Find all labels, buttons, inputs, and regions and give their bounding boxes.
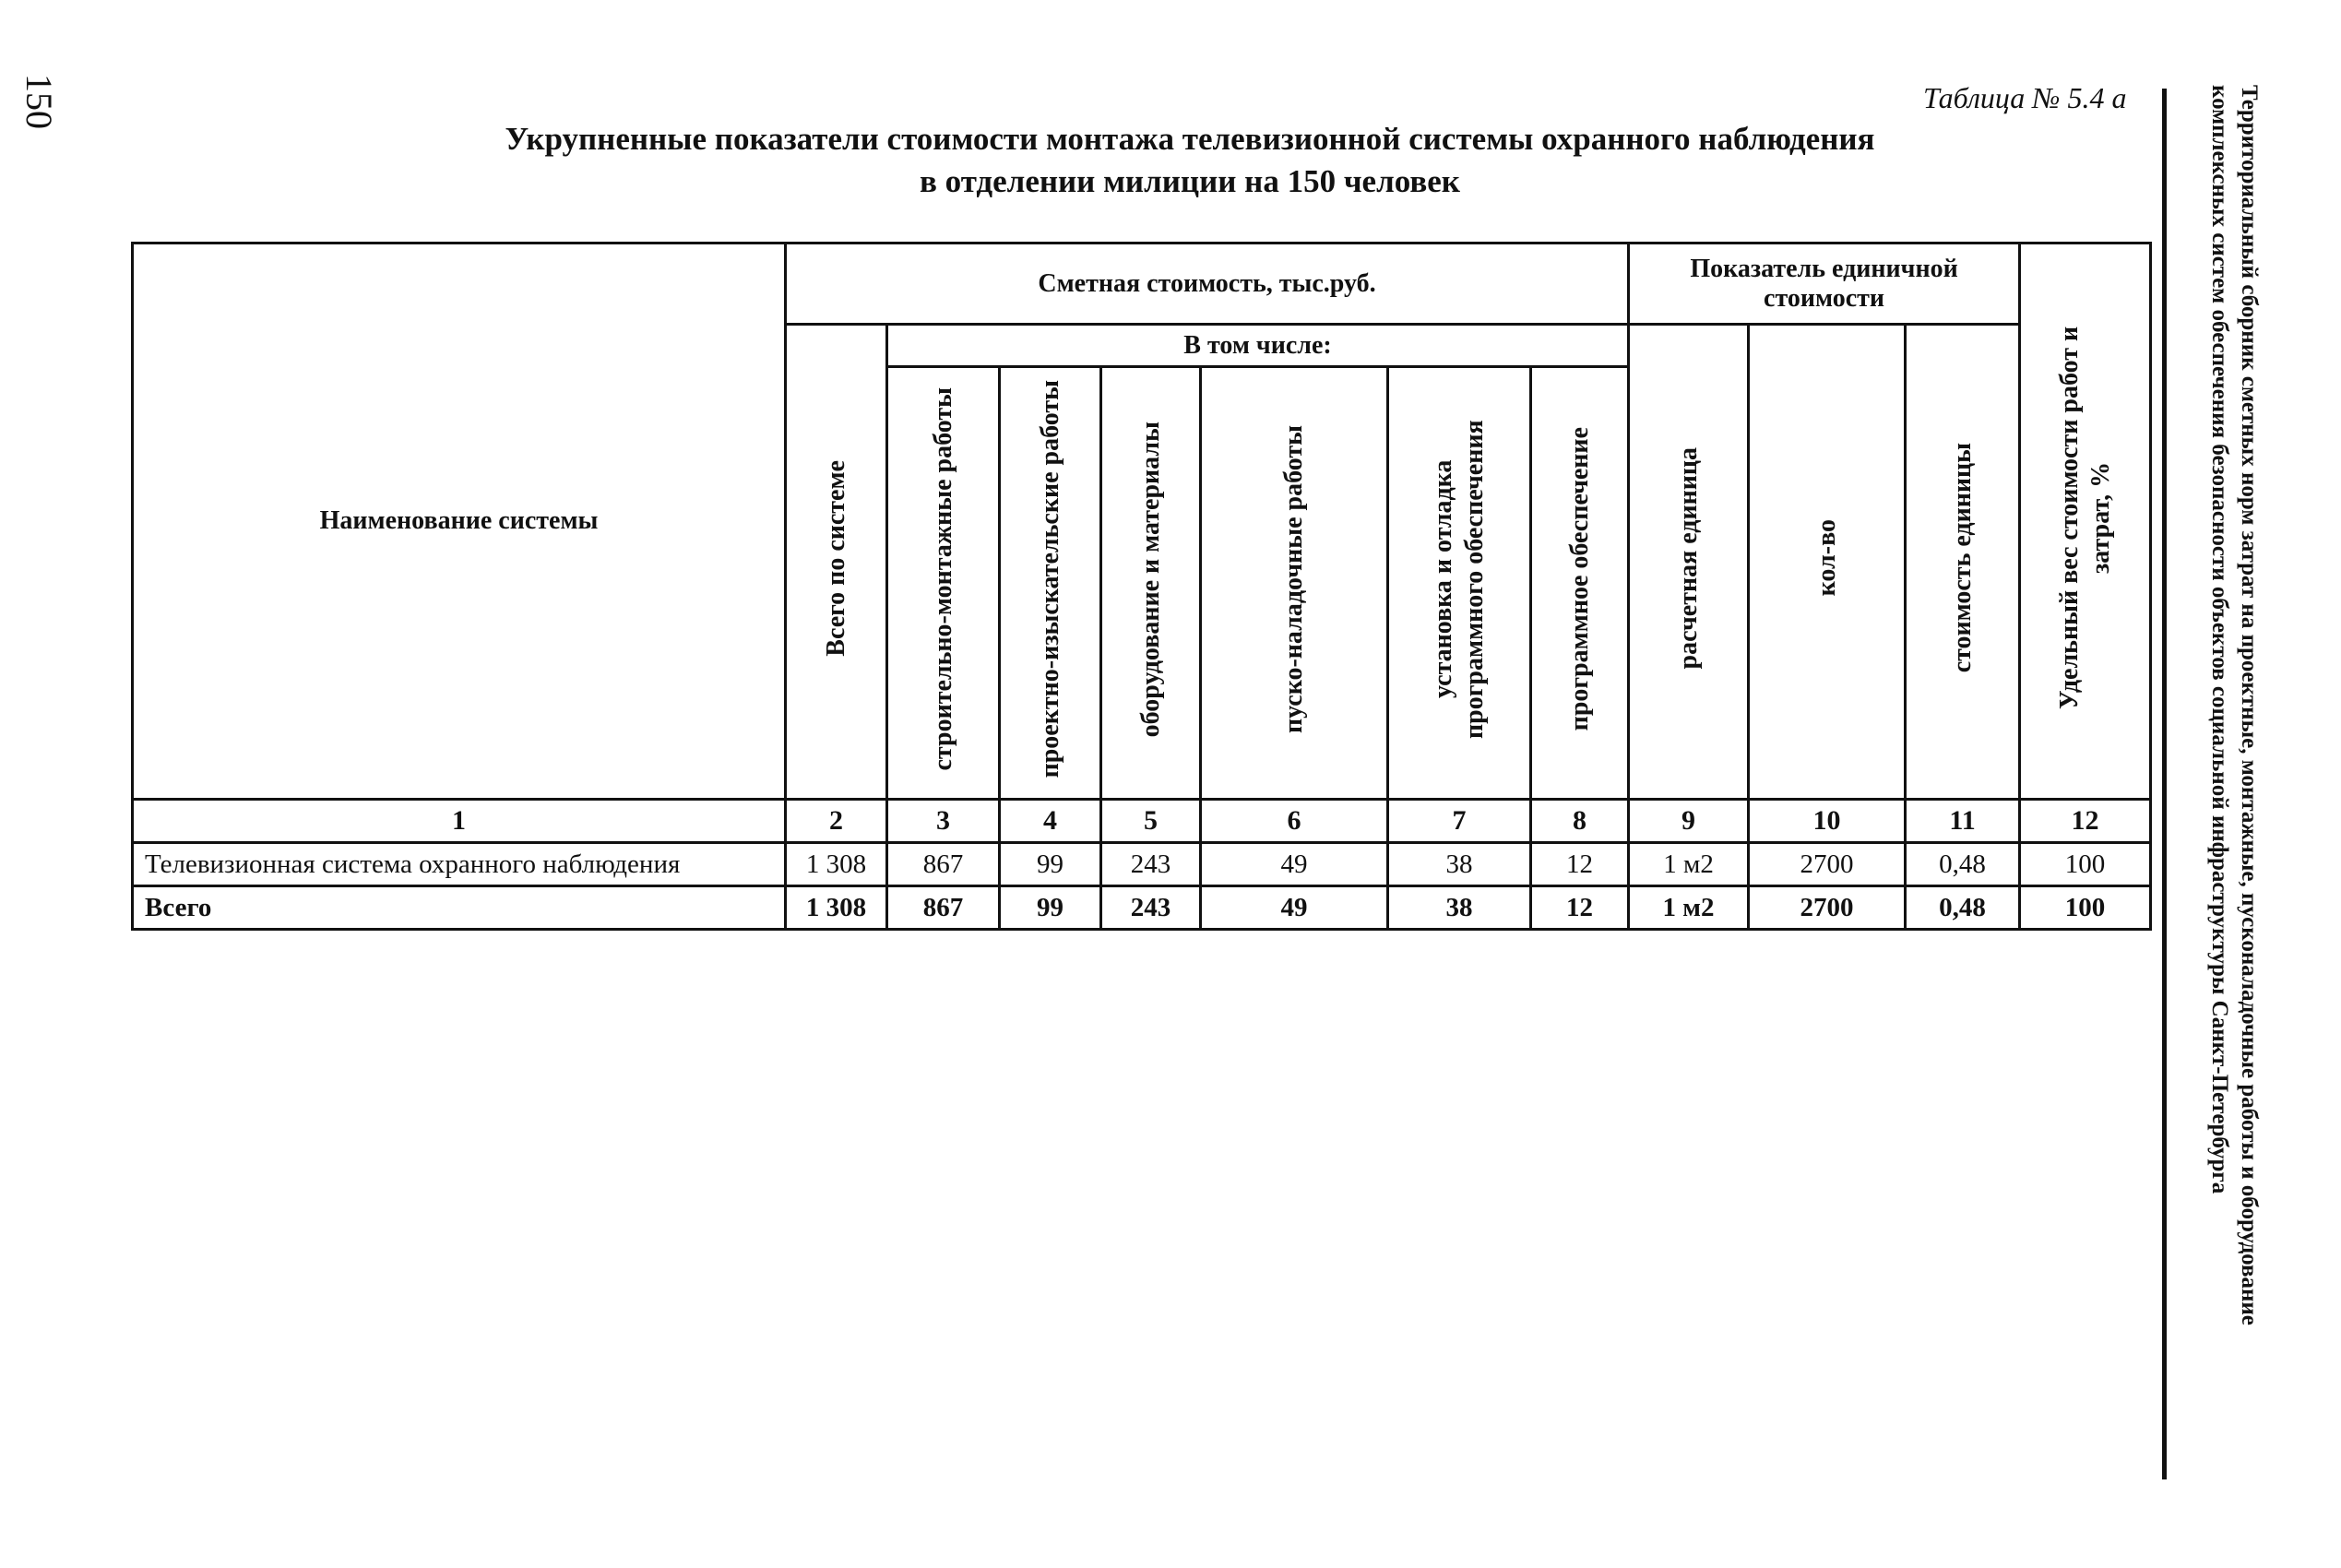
total-commissioning: 49	[1201, 886, 1388, 930]
table-total-row	[133, 886, 2151, 930]
row-share: 100	[2020, 843, 2151, 886]
total-design: 99	[1000, 886, 1101, 930]
total-construction: 867	[887, 886, 1000, 930]
col-software-cell	[1531, 367, 1629, 800]
page-number: 150	[18, 74, 60, 129]
col-design: проектно-изыскательские работы	[1035, 380, 1064, 778]
header-estimated-cost: Сметная стоимость, тыс.руб.	[786, 244, 1629, 325]
col-equipment-cell	[1101, 367, 1201, 800]
column-number: 9	[1629, 800, 1749, 843]
table-row	[133, 843, 2151, 886]
header-including: В том числе:	[887, 325, 1629, 367]
total-label: Всего	[133, 886, 786, 930]
col-unit-cost-cell	[1906, 325, 2020, 800]
total-software-install: 38	[1388, 886, 1531, 930]
column-number: 12	[2020, 800, 2151, 843]
row-qty: 2700	[1749, 843, 1906, 886]
header-total-cell	[786, 325, 887, 800]
column-number: 10	[1749, 800, 1906, 843]
row-software-install: 38	[1388, 843, 1531, 886]
col-construction-cell	[887, 367, 1000, 800]
total-unit: 1 м2	[1629, 886, 1749, 930]
col-software-install: установка и отладка программного обеспечения	[1429, 420, 1489, 739]
total-unit-cost: 0,48	[1906, 886, 2020, 930]
row-design: 99	[1000, 843, 1101, 886]
total-equipment: 243	[1101, 886, 1201, 930]
header-share: Удельный вес стоимости работ и затрат, %	[2054, 326, 2115, 709]
col-commissioning: пуско-наладочные работы	[1279, 425, 1308, 734]
header-unit-indicator: Показатель единичной стоимости	[1629, 244, 2020, 325]
col-construction: строительно-монтажные работы	[928, 387, 957, 771]
total-software: 12	[1531, 886, 1629, 930]
column-number: 2	[786, 800, 887, 843]
column-number: 11	[1906, 800, 2020, 843]
total-cost: 1 308	[786, 886, 887, 930]
row-unit-cost: 0,48	[1906, 843, 2020, 886]
row-software: 12	[1531, 843, 1629, 886]
row-construction: 867	[887, 843, 1000, 886]
col-software: программное обеспечение	[1564, 427, 1594, 731]
header-share-cell	[2020, 244, 2151, 800]
col-unit-cost: стоимость единицы	[1947, 443, 1977, 673]
row-equipment: 243	[1101, 843, 1201, 886]
table-label: Таблица № 5.4 а	[1923, 81, 2127, 114]
column-number: 8	[1531, 800, 1629, 843]
row-system-name: Телевизионная система охранного наблюдения	[133, 843, 786, 886]
header-total: Всего по системе	[821, 459, 850, 657]
row-total-cost: 1 308	[786, 843, 887, 886]
side-text-line-2: комплексных систем обеспечения безопасности объектов социальной инфраструктуры Санкт-Петербурга	[2207, 85, 2232, 1194]
cost-table	[131, 242, 2152, 931]
side-text-line-1: Территориальный сборник сметных норм затрат на проектные, монтажные, пусконаладочные работы и оборудование	[2237, 85, 2262, 1325]
side-running-title	[2204, 85, 2264, 1468]
col-design-cell	[1000, 367, 1101, 800]
cost-table-wrapper	[131, 242, 2149, 931]
column-number: 3	[887, 800, 1000, 843]
total-share: 100	[2020, 886, 2151, 930]
col-equipment: оборудование и материалы	[1135, 421, 1165, 738]
column-number: 1	[133, 800, 786, 843]
column-number: 6	[1201, 800, 1388, 843]
col-qty: кол-во	[1812, 519, 1841, 597]
title-line-1: Укрупненные показатели стоимости монтажа телевизионной системы охранного наблюдения	[505, 121, 1875, 157]
column-number-row	[133, 800, 2151, 843]
page-title	[406, 118, 1974, 203]
column-number: 7	[1388, 800, 1531, 843]
title-line-2: в отделении милиции на 150 человек	[920, 163, 1460, 199]
col-commissioning-cell	[1201, 367, 1388, 800]
row-unit: 1 м2	[1629, 843, 1749, 886]
total-qty: 2700	[1749, 886, 1906, 930]
column-number: 5	[1101, 800, 1201, 843]
col-unit: расчетная единица	[1673, 446, 1703, 670]
side-rule	[2162, 89, 2167, 1479]
row-commissioning: 49	[1201, 843, 1388, 886]
col-qty-cell	[1749, 325, 1906, 800]
col-software-install-cell	[1388, 367, 1531, 800]
column-number: 4	[1000, 800, 1101, 843]
col-unit-cell	[1629, 325, 1749, 800]
header-system-name: Наименование системы	[133, 244, 786, 800]
